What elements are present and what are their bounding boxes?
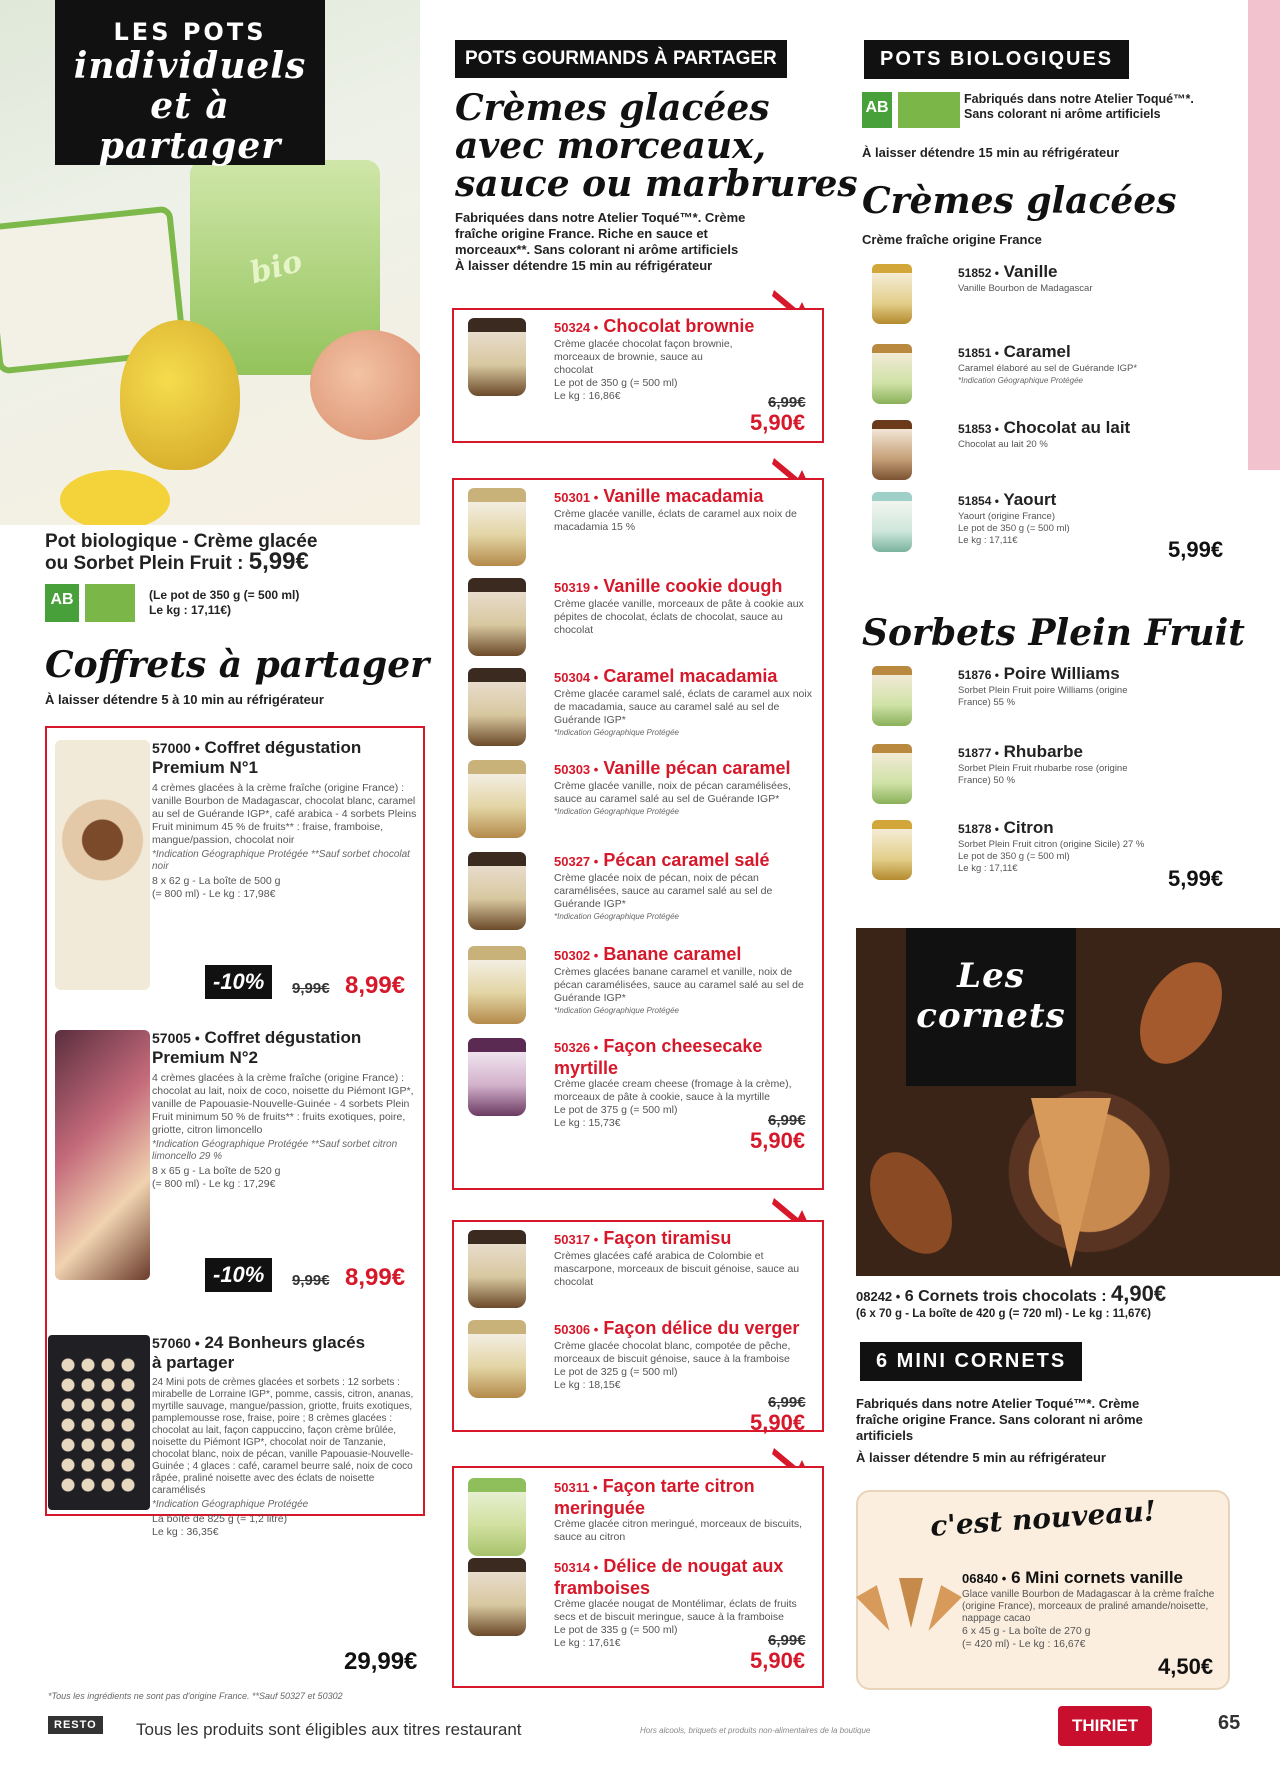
- bio-51852-name: [958, 262, 1158, 283]
- bio-51851: [958, 342, 1158, 387]
- coffrets-subtitle: À laisser détendre 5 à 10 min au réfrigérateur: [45, 692, 324, 707]
- mini-product-name-text: 6 Mini cornets vanille: [1011, 1568, 1184, 1587]
- coffrets-footnote: *Tous les ingrédients ne sont pas d'origine France. **Sauf 50327 et 50302: [48, 1691, 343, 1701]
- bio-51853-name-text: Chocolat au lait: [1003, 418, 1131, 437]
- mini-product-pack2: (= 420 ml) - Le kg : 16,67€: [962, 1638, 1086, 1650]
- product-50326-desc: Crème glacée cream cheese (fromage à la crème), morceaux de pâte à cookie, sauce à la myrtille: [554, 1078, 792, 1103]
- coffret-1-name1: [152, 738, 417, 758]
- cornets-tag2: cornets: [916, 996, 1066, 1036]
- product-50311: [554, 1476, 819, 1544]
- cremes-title: Crèmes glacées: [862, 180, 1177, 222]
- product-50324-code: 50324 •: [554, 320, 599, 335]
- product-50304: [554, 666, 819, 739]
- product-50314-old-price: 6,99€: [768, 1632, 806, 1649]
- product-50324-new-price: 5,90€: [750, 410, 806, 435]
- product-50319-code: 50319 •: [554, 580, 599, 595]
- coffret-2-name1: [152, 1028, 417, 1048]
- mini-intro1: Fabriqués dans notre Atelier Toqué™*. Crème: [856, 1396, 1140, 1411]
- bio-pot-price: 5,99€: [248, 548, 309, 575]
- gourmands-title3: sauce ou marbrures: [455, 163, 858, 205]
- hero-tag: [55, 0, 325, 165]
- product-50317-name: [554, 1228, 819, 1250]
- product-50311-code: 50311 •: [554, 1480, 598, 1495]
- coffret-1-code: 57000 •: [152, 740, 200, 756]
- product-50326-name: [554, 1036, 819, 1078]
- tub-50311: [468, 1478, 526, 1556]
- bio-51852-desc: Vanille Bourbon de Madagascar: [958, 283, 1093, 294]
- bio-intro: [964, 92, 1194, 122]
- cornets-tag: [906, 928, 1076, 1086]
- product-50326-pack1: Le pot de 375 g (= 500 ml): [554, 1104, 678, 1116]
- hero-tag-line1: LES POTS: [113, 18, 267, 46]
- product-50327: [554, 850, 819, 923]
- product-50301-name: [554, 486, 819, 508]
- product-50326-code: 50326 •: [554, 1040, 599, 1055]
- bio-51853-desc: Chocolat au lait 20 %: [958, 439, 1048, 450]
- coffret-1-pack2: (= 800 ml) - Le kg : 17,98€: [152, 888, 276, 900]
- bio-eu-logo: [898, 92, 960, 128]
- coffret-1-pack1: 8 x 62 g - La boîte de 500 g: [152, 875, 281, 887]
- coffret-3-name1-text: 24 Bonheurs glacés: [204, 1333, 366, 1352]
- tub-50324: [468, 318, 526, 396]
- product-50304-desc: Crème glacée caramel salé, éclats de caramel aux noix de macadamia, sauce au caramel salé au sel de Guérande IGP*: [554, 688, 812, 726]
- product-50324-name: [554, 316, 819, 338]
- pink-edge: [1248, 0, 1280, 470]
- product-50324-desc: Crème glacée chocolat façon brownie, morceaux de brownie, sauce au chocolat: [554, 338, 733, 376]
- resto-logo: RESTO: [48, 1716, 103, 1734]
- coffret-1-discount: -10%: [205, 965, 272, 999]
- product-50304-name: [554, 666, 819, 688]
- coffret-2-name2: Premium N°2: [152, 1048, 259, 1067]
- bio-intro3: À laisser détendre 15 min au réfrigérateur: [862, 145, 1120, 160]
- mini-product: [962, 1568, 1224, 1651]
- bio-51876-name: [958, 664, 1158, 685]
- bio-51854-pack2: Le kg : 17,11€: [958, 535, 1018, 546]
- product-50306-name-text: Façon délice du verger: [603, 1318, 800, 1338]
- bio-51877-name-text: Rhubarbe: [1003, 742, 1083, 761]
- product-50302-fine: *Indication Géographique Protégée: [554, 1006, 679, 1015]
- product-50314-new-price: 5,90€: [750, 1648, 806, 1673]
- bio-51853-code: 51853 •: [958, 422, 999, 436]
- coffret-3: [152, 1333, 417, 1539]
- bio-51851-desc: Caramel élaboré au sel de Guérande IGP*: [958, 363, 1138, 374]
- cornets-code: 08242 •: [856, 1289, 901, 1304]
- coffret-3-pack1: La boîte de 825 g (= 1,2 litre): [152, 1513, 288, 1525]
- cornets-tag1: Les: [957, 956, 1025, 996]
- product-50324: [554, 316, 819, 403]
- mini-product-desc: Glace vanille Bourbon de Madagascar à la crème fraîche (origine France), morceaux de praliné amande/noisette, nappage cacao: [962, 1589, 1215, 1624]
- product-50324-pack2: Le kg : 16,86€: [554, 390, 621, 402]
- bio-pot-detail2: Le kg : 17,11€): [149, 603, 232, 617]
- bio-51854-name: [958, 490, 1158, 511]
- bio-pot-title2-text: ou Sorbet Plein Fruit :: [45, 553, 249, 574]
- product-50327-name-text: Pécan caramel salé: [603, 850, 770, 870]
- bio-51876: [958, 664, 1158, 709]
- product-50301-code: 50301 •: [554, 490, 599, 505]
- product-50327-fine: *Indication Géographique Protégée: [554, 912, 679, 921]
- tub-50319: [468, 578, 526, 656]
- coffret-2-pack1: 8 x 65 g - La boîte de 520 g: [152, 1165, 281, 1177]
- tub-label: bio: [246, 243, 307, 292]
- bio-51876-tub: [872, 666, 912, 726]
- coffret-2-fine: *Indication Géographique Protégée **Sauf sorbet citron limoncello 29 %: [152, 1139, 398, 1162]
- product-50314-code: 50314 •: [554, 1560, 599, 1575]
- gourmands-intro4: À laisser détendre 15 min au réfrigérateur: [455, 258, 713, 273]
- product-50303-fine: *Indication Géographique Protégée: [554, 807, 679, 816]
- tub-50326: [468, 1038, 526, 1116]
- coffret-1-desc: 4 crèmes glacées à la crème fraîche (origine France) : vanille Bourbon de Madagascar, chocolat blanc, caramel au sel de Guérande IGP*, café arabica - 4 sorbets Pleins Fruit minimum 45 % de fruits** : fraise, framboise, mangue/passion, chocolat noir: [152, 782, 417, 846]
- bio-51878-pack1: Le pot de 350 g (= 500 ml): [958, 851, 1070, 862]
- product-50306-pack1: Le pot de 325 g (= 500 ml): [554, 1366, 678, 1378]
- bio-51854-code: 51854 •: [958, 494, 999, 508]
- product-50302-code: 50302 •: [554, 948, 599, 963]
- coffret-2-old-price: 9,99€: [292, 1272, 330, 1289]
- bio-51853: [958, 418, 1158, 451]
- product-50306-old-price: 6,99€: [768, 1394, 806, 1411]
- bio-51878-name: [958, 818, 1158, 839]
- bio-51854-desc: Yaourt (origine France): [958, 511, 1055, 522]
- product-50304-name-text: Caramel macadamia: [603, 666, 778, 686]
- bio-51876-name-text: Poire Williams: [1003, 664, 1120, 683]
- mini-price: 4,50€: [1158, 1654, 1214, 1679]
- product-50304-fine: *Indication Géographique Protégée: [554, 728, 679, 737]
- sorbet-scoop: [310, 330, 420, 440]
- sorbets-price: 5,99€: [1168, 866, 1224, 891]
- bio-51878-desc: Sorbet Plein Fruit citron (origine Sicile) 27 %: [958, 839, 1145, 850]
- mini-product-pack1: 6 x 45 g - La boîte de 270 g: [962, 1625, 1091, 1637]
- product-50311-name: [554, 1476, 819, 1518]
- product-50301-desc: Crème glacée vanille, éclats de caramel aux noix de macadamia 15 %: [554, 508, 797, 533]
- bio-51854-name-text: Yaourt: [1003, 490, 1057, 509]
- bio-51878-code: 51878 •: [958, 822, 999, 836]
- product-50326-name-text: Façon cheesecake myrtille: [554, 1036, 763, 1078]
- bio-51854-tub: [872, 492, 912, 552]
- tub-50304: [468, 668, 526, 746]
- bio-51878-tub: [872, 820, 912, 880]
- product-50311-desc: Crème glacée citron meringué, morceaux de biscuits, sauce au citron: [554, 1518, 803, 1543]
- bio-51853-name: [958, 418, 1158, 439]
- bio-51878: [958, 818, 1158, 875]
- coffret-1-old-price: 9,99€: [292, 980, 330, 997]
- hero-tag-line2: individuels: [73, 45, 307, 87]
- product-50303-desc: Crème glacée vanille, noix de pécan caramélisées, sauce au caramel salé au sel de Guérande IGP*: [554, 780, 791, 805]
- bio-ab-logo: AB: [862, 92, 892, 128]
- mini-intro4: À laisser détendre 5 min au réfrigérateur: [856, 1450, 1106, 1465]
- mini-intro3: artificiels: [856, 1428, 914, 1443]
- hero-tag-line3: et à partager: [98, 85, 282, 167]
- coffret-1-name2: Premium N°1: [152, 758, 259, 777]
- mini-new-badge: c'est nouveau!: [929, 1494, 1158, 1543]
- product-50319-name: [554, 576, 819, 598]
- coffret-2-new-price: 8,99€: [345, 1264, 406, 1291]
- bio-51854: [958, 490, 1158, 547]
- bio-intro2: Sans colorant ni arôme artificiels: [964, 107, 1161, 121]
- bio-51852-code: 51852 •: [958, 266, 999, 280]
- bio-51878-name-text: Citron: [1003, 818, 1054, 837]
- gourmands-intro3: morceaux**. Sans colorant ni arôme artificiels: [455, 242, 739, 257]
- product-50304-code: 50304 •: [554, 670, 599, 685]
- coffret-1-image: [55, 740, 150, 990]
- coffret-3-image: [48, 1335, 150, 1510]
- cornets-detail: (6 x 70 g - La boîte de 420 g (= 720 ml) - Le kg : 11,67€): [856, 1308, 1151, 1320]
- tub-50327: [468, 852, 526, 930]
- product-50324-name-text: Chocolat brownie: [603, 316, 755, 336]
- coffret-2-desc: 4 crèmes glacées à la crème fraîche (origine France) : chocolat au lait, noix de coco, noisette du Piémont IGP*, vanille de Papouasie-Nouvelle-Guinée - 4 sorbets Plein Fruit minimum 50 % de fruits** : fruits exotiques, poire, griotte, citron limoncello: [152, 1072, 414, 1136]
- product-50314-name: [554, 1556, 819, 1598]
- tub-50301: [468, 488, 526, 566]
- coffret-3-desc: 24 Mini pots de crèmes glacées et sorbets : 12 sorbets : mirabelle de Lorraine IGP*, pomme, cassis, citron, ananas, myrtille sauvage, mangue/passion, griotte, fruits exotiques, pamplemousse rose, fraise, poire ; 8 crèmes glacées : chocolat au lait, façon cappuccino, façon crème brûlée, noisette du Piémont IGP*, chocolat noir de Tanzanie, chocolat blanc, noix de pécan, vanille Papouasie-Nouvelle-Guinée ; 4 glaces : café, caramel beurre salé, noix de coco râpée, praliné noisette avec des éclats de noisette caramélisés: [152, 1377, 414, 1496]
- product-50319-desc: Crème glacée vanille, morceaux de pâte à cookie aux pépites de chocolat, éclats de chocolat, sauce au chocolat: [554, 598, 804, 636]
- thiriet-logo: THIRIET: [1058, 1706, 1152, 1746]
- product-50319-name-text: Vanille cookie dough: [603, 576, 783, 596]
- product-50303-name-text: Vanille pécan caramel: [603, 758, 791, 778]
- coffret-1-fine: *Indication Géographique Protégée **Sauf sorbet chocolat noir: [152, 849, 410, 872]
- product-50327-desc: Crème glacée noix de pécan, noix de pécan caramélisées, sauce au caramel salé au sel de Guérande IGP*: [554, 872, 773, 910]
- tub-50306: [468, 1320, 526, 1398]
- coffret-2: [152, 1028, 417, 1191]
- bio-pot-title: Pot biologique - Crème glacée: [45, 531, 318, 552]
- product-50306-pack2: Le kg : 18,15€: [554, 1379, 621, 1391]
- bio-51851-name: [958, 342, 1158, 363]
- coffret-1: [152, 738, 417, 901]
- gourmands-tag: POTS GOURMANDS À PARTAGER: [455, 40, 787, 78]
- product-50317-code: 50317 •: [554, 1232, 599, 1247]
- product-50317-name-text: Façon tiramisu: [603, 1228, 732, 1248]
- product-50317-desc: Crèmes glacées café arabica de Colombie et mascarpone, morceaux de biscuit génoise, sauce au chocolat: [554, 1250, 800, 1288]
- bio-intro1: Fabriqués dans notre Atelier Toqué™*.: [964, 92, 1194, 106]
- gourmands-intro1: Fabriquées dans notre Atelier Toqué™*. Crème: [455, 210, 746, 225]
- product-50303: [554, 758, 819, 818]
- bio-51877-tub: [872, 744, 912, 804]
- eu-bio-logo: [85, 584, 135, 622]
- product-50324-old-price: 6,99€: [768, 394, 806, 411]
- bio-51854-pack1: Le pot de 350 g (= 500 ml): [958, 523, 1070, 534]
- bio-51877-code: 51877 •: [958, 746, 999, 760]
- tub-50317: [468, 1230, 526, 1308]
- coffret-3-price: 29,99€: [344, 1648, 418, 1675]
- product-50306-name: [554, 1318, 819, 1340]
- gourmands-intro: [455, 210, 745, 274]
- bio-51878-pack2: Le kg : 17,11€: [958, 863, 1018, 874]
- tub-50302: [468, 946, 526, 1024]
- bio-51851-fine: *Indication Géographique Protégée: [958, 376, 1083, 385]
- cornets-name: 6 Cornets trois chocolats :: [904, 1288, 1112, 1305]
- product-50302-desc: Crèmes glacées banane caramel et vanille, noix de pécan caramélisées, sauce au caramel salé au sel de Guérande IGP*: [554, 966, 804, 1004]
- coffret-3-name2: à partager: [152, 1353, 235, 1372]
- mini-product-name: [962, 1568, 1224, 1589]
- product-50306-desc: Crème glacée chocolat blanc, compotée de pêche, morceaux de biscuit génoise, sauce à la framboise: [554, 1340, 791, 1365]
- coffret-2-discount: -10%: [205, 1258, 272, 1292]
- product-50324-pack1: Le pot de 350 g (= 500 ml): [554, 377, 678, 389]
- pear-image: [120, 320, 240, 470]
- bio-51851-tub: [872, 344, 912, 404]
- bio-51877: [958, 742, 1158, 787]
- coffret-3-fine: *Indication Géographique Protégée: [152, 1499, 309, 1510]
- mini-product-code: 06840 •: [962, 1571, 1007, 1586]
- product-50314-name-text: Délice de nougat aux framboises: [554, 1556, 784, 1598]
- coffret-3-code: 57060 •: [152, 1335, 200, 1351]
- coffret-2-code: 57005 •: [152, 1030, 200, 1046]
- tub-50303: [468, 760, 526, 838]
- bio-51876-desc: Sorbet Plein Fruit poire Williams (origine France) 55 %: [958, 685, 1128, 708]
- coffret-2-pack2: (= 800 ml) - Le kg : 17,29€: [152, 1178, 276, 1190]
- product-50302-name: [554, 944, 819, 966]
- cremes-price: 5,99€: [1168, 537, 1224, 562]
- product-50303-code: 50303 •: [554, 762, 599, 777]
- product-50301: [554, 486, 819, 534]
- product-50306-code: 50306 •: [554, 1322, 599, 1337]
- ab-logo: AB: [45, 584, 79, 622]
- product-50303-name: [554, 758, 819, 780]
- product-50326-old-price: 6,99€: [768, 1112, 806, 1129]
- bio-51877-desc: Sorbet Plein Fruit rhubarbe rose (origine France) 50 %: [958, 763, 1128, 786]
- product-50306: [554, 1318, 819, 1392]
- mini-pots-grid: [58, 1355, 140, 1495]
- coffret-1-new-price: 8,99€: [345, 972, 406, 999]
- product-50317: [554, 1228, 819, 1289]
- product-50301-name-text: Vanille macadamia: [603, 486, 764, 506]
- bio-51877-name: [958, 742, 1158, 763]
- coffret-1-name1-text: Coffret dégustation: [204, 738, 362, 757]
- cremes-subtitle: Crème fraîche origine France: [862, 232, 1042, 247]
- bio-51851-code: 51851 •: [958, 346, 999, 360]
- bio-pot-detail1: (Le pot de 350 g (= 500 ml): [149, 588, 300, 602]
- bio-pot-title2: [45, 548, 415, 575]
- bio-pot-info: [45, 531, 415, 617]
- cornets-line: [856, 1281, 1167, 1307]
- mini-intro: [856, 1396, 1143, 1466]
- cocoa-pod-2: [853, 1138, 969, 1268]
- bio-tag: POTS BIOLOGIQUES: [864, 40, 1129, 79]
- coffret-2-image: [55, 1030, 150, 1280]
- product-50326-pack2: Le kg : 15,73€: [554, 1117, 621, 1129]
- mini-cornets-image: [866, 1578, 956, 1638]
- product-50314-desc: Crème glacée nougat de Montélimar, éclats de fruits secs et de biscuit meringue, sauce à la framboise: [554, 1598, 797, 1623]
- bio-51876-code: 51876 •: [958, 668, 999, 682]
- bio-51853-tub: [872, 420, 912, 480]
- cornets-price: 4,90€: [1111, 1281, 1167, 1306]
- cornet-cone: [1031, 1098, 1111, 1268]
- footer-text: Tous les produits sont éligibles aux titres restaurant: [136, 1720, 522, 1739]
- coffret-2-name1-text: Coffret dégustation: [204, 1028, 362, 1047]
- product-50314-pack2: Le kg : 17,61€: [554, 1637, 621, 1649]
- bio-51852-name-text: Vanille: [1003, 262, 1058, 281]
- product-50311-name-text: Façon tarte citron meringuée: [554, 1476, 755, 1518]
- tub-50314: [468, 1558, 526, 1636]
- mini-tag: 6 MINI CORNETS: [860, 1342, 1082, 1381]
- product-50302-name-text: Banane caramel: [603, 944, 742, 964]
- product-50306-new-price: 5,90€: [750, 1410, 806, 1435]
- product-50327-name: [554, 850, 819, 872]
- product-50314-pack1: Le pot de 335 g (= 500 ml): [554, 1624, 678, 1636]
- product-50326-new-price: 5,90€: [750, 1128, 806, 1153]
- coffrets-title: Coffrets à partager: [45, 644, 430, 686]
- mini-cone-3: [918, 1585, 962, 1637]
- cocoa-pod-1: [1123, 948, 1239, 1078]
- product-50327-code: 50327 •: [554, 854, 599, 869]
- bio-51852-tub: [872, 264, 912, 324]
- mini-intro2: fraîche origine France. Sans colorant ni arôme: [856, 1412, 1143, 1427]
- coffret-3-pack2: Le kg : 36,35€: [152, 1526, 219, 1538]
- bio-51851-name-text: Caramel: [1003, 342, 1071, 361]
- page-number: 65: [1218, 1712, 1241, 1734]
- product-50319: [554, 576, 819, 637]
- footer-fine: Hors alcools, briquets et produits non-alimentaires de la boutique: [640, 1726, 871, 1735]
- lemon-slice: [60, 470, 170, 525]
- sorbets-title: Sorbets Plein Fruit: [862, 612, 1245, 654]
- gourmands-title2: avec morceaux,: [455, 125, 766, 167]
- product-50302: [554, 944, 819, 1017]
- bio-51852: [958, 262, 1158, 295]
- gourmands-intro2: fraîche origine France. Riche en sauce et: [455, 226, 708, 241]
- coffret-3-name1: [152, 1333, 417, 1353]
- gourmands-title1: Crèmes glacées: [455, 87, 770, 129]
